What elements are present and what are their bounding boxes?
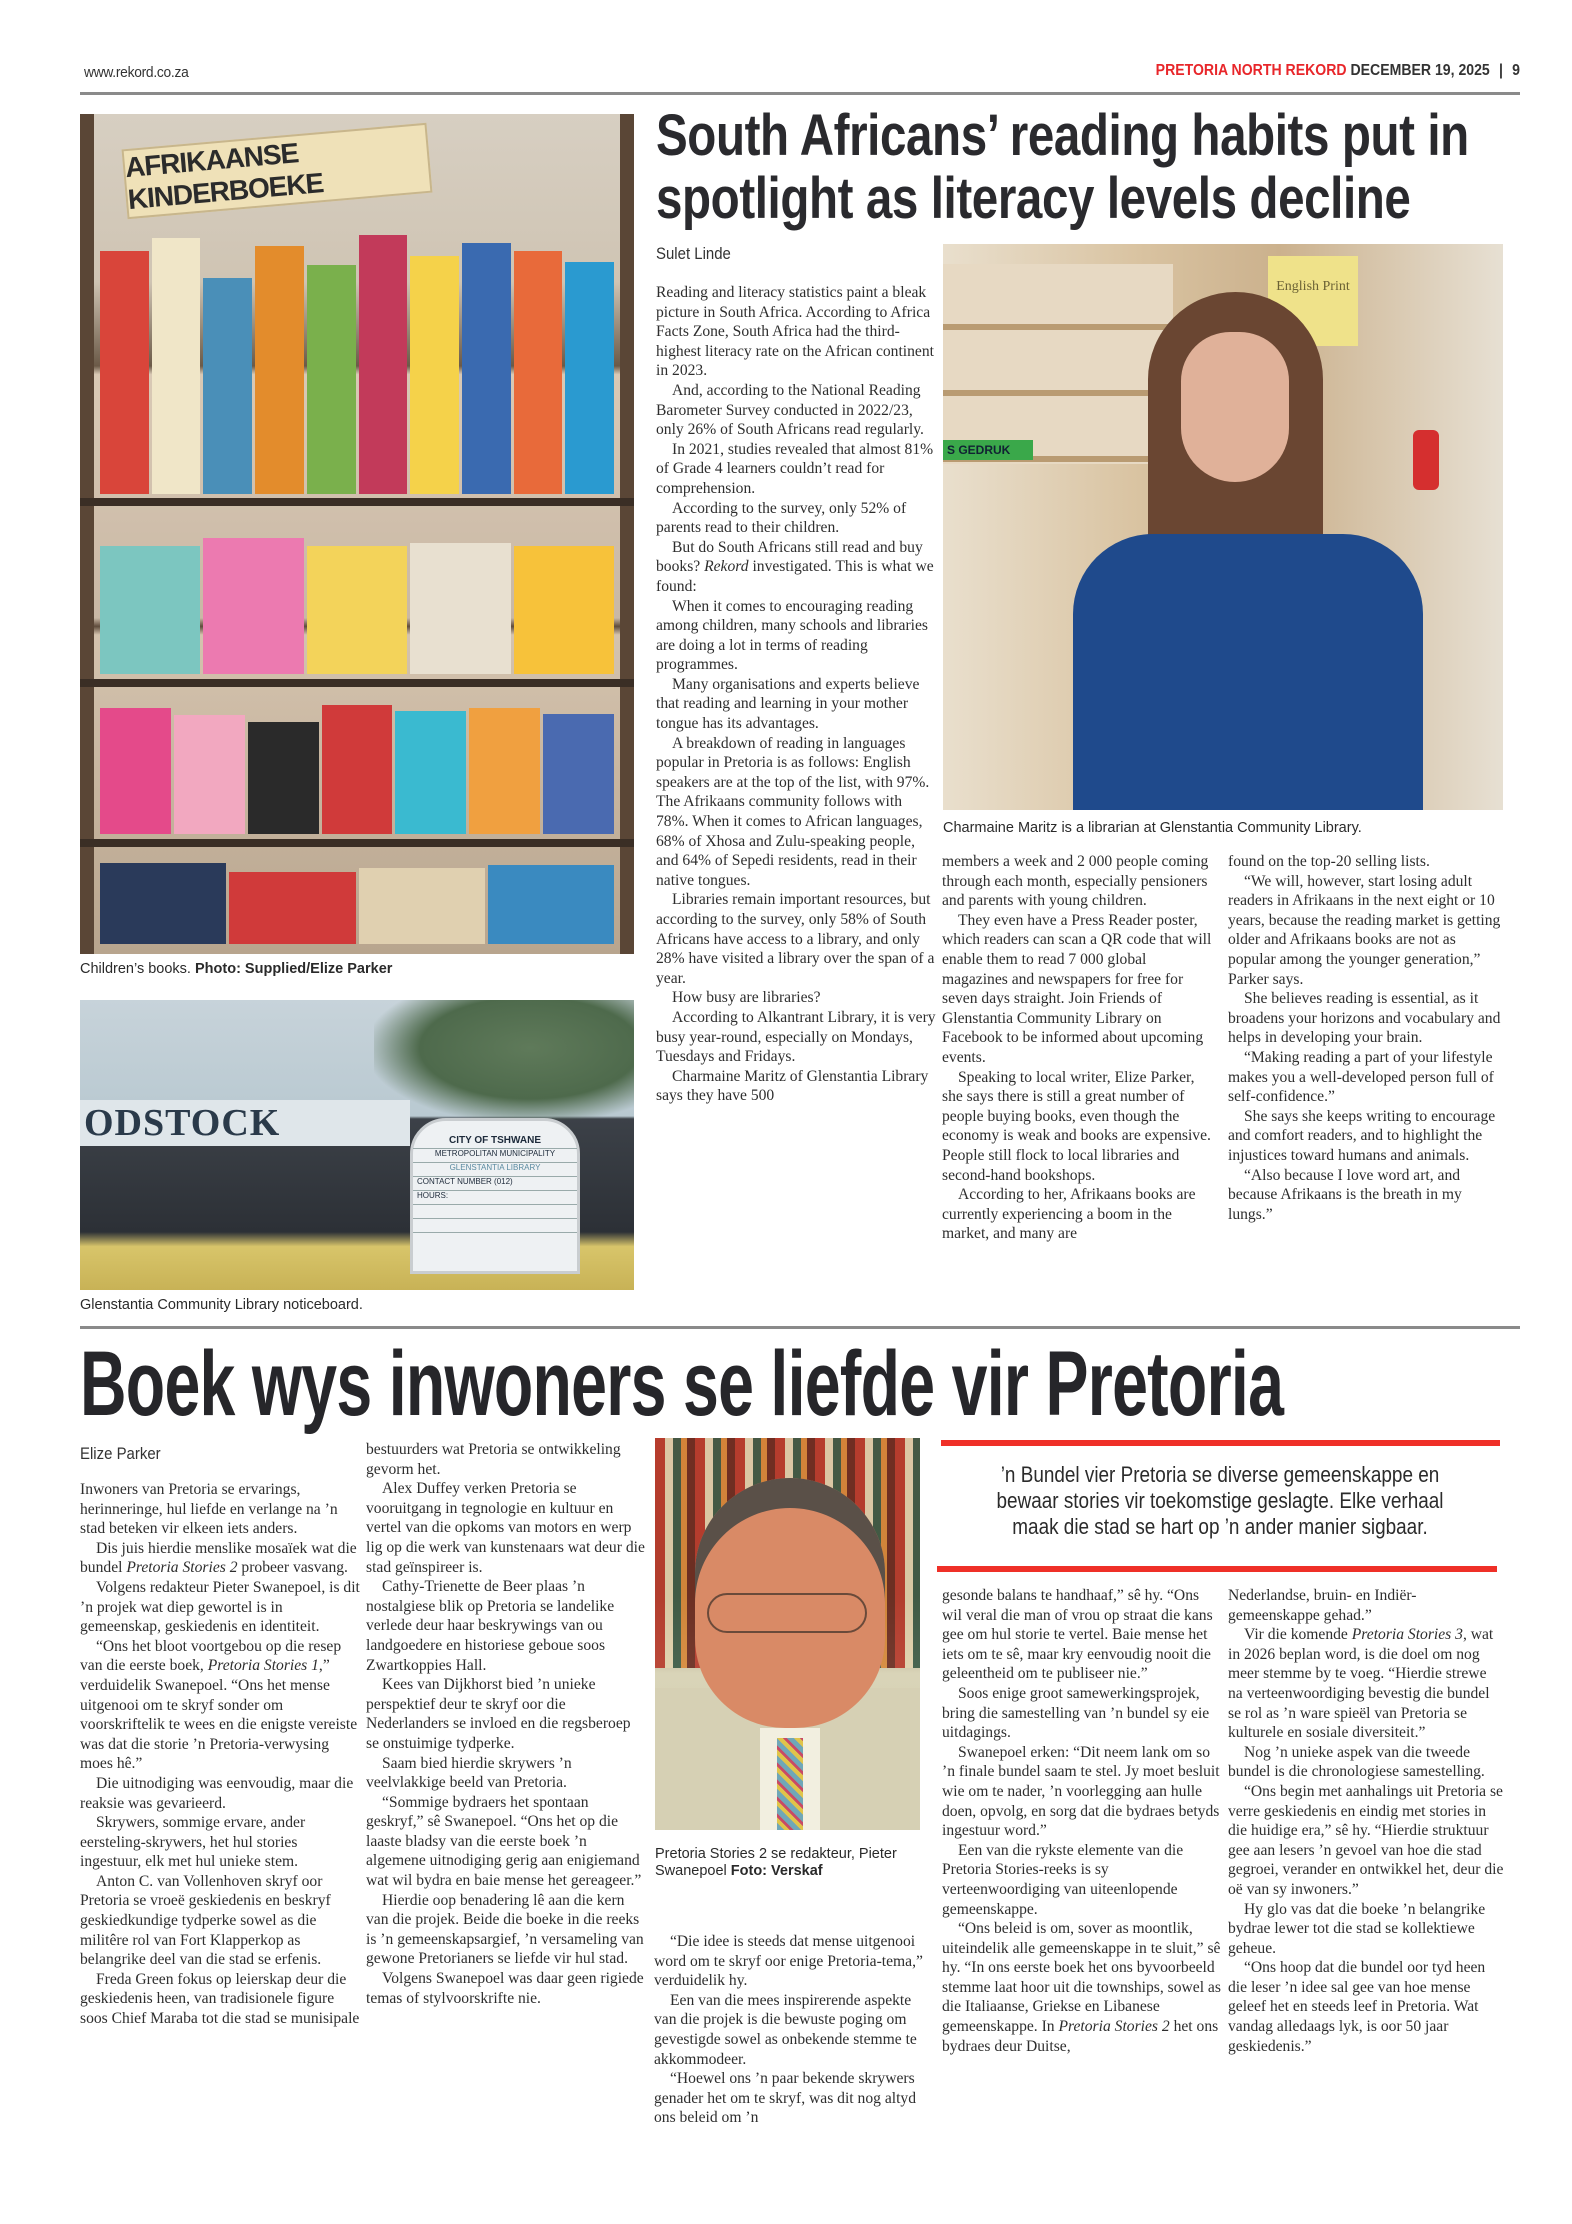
paragraph: members a week and 2 000 people coming through each month, especially pensioners and parents with young children. bbox=[942, 853, 1209, 910]
paragraph: “Also because I love word art, and because Afrikaans is the breath in my lungs.” bbox=[1228, 1166, 1462, 1223]
photo-credit: Foto: Verskaf bbox=[730, 1863, 823, 1879]
shelf bbox=[80, 839, 634, 847]
paragraph: Anton C. van Vollenhoven skryf oor Pretoria se vroeë geskiedenis en beskryf geskiedkundige tydperke sowel as die militêre rol van Fort Klapperkop as belangrike deel van die stad se erfenis. bbox=[80, 1872, 331, 1969]
paragraph bbox=[80, 1637, 362, 1774]
article2-column-1 bbox=[80, 1480, 362, 2029]
byline: Sulet Linde bbox=[656, 244, 731, 263]
site-url[interactable]: www.rekord.co.za bbox=[84, 64, 189, 81]
paragraph bbox=[1228, 1625, 1504, 1743]
store-sign: ODSTOCK bbox=[80, 1100, 410, 1146]
charmaine-maritz-photo bbox=[943, 244, 1503, 810]
fire-extinguisher bbox=[1413, 430, 1439, 490]
shelf bbox=[80, 679, 634, 687]
glasses bbox=[707, 1593, 867, 1633]
book-row bbox=[100, 224, 614, 494]
article1-column-1 bbox=[656, 283, 938, 1106]
paragraph: Een van die rykste elemente van die Pretoria Stories-reeks is sy verteenwoordiging van uiteenlopende gemeenskappe. bbox=[942, 1841, 1184, 1918]
tie bbox=[777, 1738, 803, 1830]
english-print-sign: English Print bbox=[1268, 256, 1358, 346]
masthead-info bbox=[1156, 62, 1520, 80]
article2-column-3 bbox=[654, 1932, 934, 2128]
board-line: METROPOLITAN MUNICIPALITY bbox=[413, 1149, 577, 1163]
face bbox=[1181, 332, 1289, 482]
caption-text: Pretoria Stories 2 se redakteur, Pieter Swanepoel bbox=[655, 1846, 897, 1879]
paragraph: How busy are libraries? bbox=[672, 989, 821, 1007]
text: Vir die komende bbox=[1244, 1626, 1352, 1644]
gedruk-sign: S GEDRUK bbox=[943, 440, 1033, 460]
photo-caption-books bbox=[80, 961, 392, 978]
paragraph: According to her, Afrikaans books are currently experiencing a boom in the market, and many are bbox=[942, 1186, 1196, 1243]
book-title: Pretoria Stories 1 bbox=[207, 1657, 319, 1675]
paragraph: “Die idee is steeds dat mense uitgenooi word om te skryf oor enige Pretoria-tema,” verduidelik hy. bbox=[654, 1933, 923, 1990]
pullquote-rule-top bbox=[941, 1440, 1500, 1446]
article2-column-5 bbox=[1228, 1586, 1504, 2056]
text: Dis juis hierdie menslike mosaïek wat die bundel bbox=[80, 1539, 357, 1577]
paragraph: Many organisations and experts believe that reading and learning in your mother tongue has its advantages. bbox=[656, 675, 920, 733]
paragraph: Skrywers, sommige ervare, ander eersteling-skrywers, het hul stories ingestuur, elk met hul unieke stem. bbox=[80, 1814, 306, 1871]
publication-name: PRETORIA NORTH REKORD bbox=[1155, 62, 1347, 79]
pullquote-rule-bottom bbox=[937, 1566, 1497, 1572]
paragraph bbox=[942, 1919, 1222, 2056]
paragraph: And, according to the National Reading Barometer Survey conducted in 2022/23, only 26% of South Africans read regularly. bbox=[656, 381, 924, 439]
shelf-frame bbox=[80, 114, 94, 954]
afrikaanse-kinderboeke-sign: AFRIKAANSE KINDERBOEKE bbox=[122, 123, 433, 219]
shelf bbox=[80, 498, 634, 506]
paragraph: Een van die mees inspirerende aspekte van die projek is die bewuste poging om gevestigde sowel as onbekende stemme te akkommodeer. bbox=[654, 1991, 917, 2068]
headline-pretoria-stories: Boek wys inwoners se liefde vir Pretoria bbox=[80, 1333, 1284, 1435]
paragraph: Freda Green fokus op leierskap deur die geskiedenis heen, van tradisionele figure soos Chief Maraba tot die stad se munisipale bbox=[80, 1970, 360, 2028]
paragraph: “We will, however, start losing adult readers in Afrikaans in the next eight or 10 years, because the reading market is getting older and Afrikaans books are not as popular among the younger generation,” Parker says. bbox=[1228, 872, 1501, 988]
text: ,” verduidelik Swanepoel. “Ons het mense uitgenooi om te skryf sonder om voorskriftelik te wees en die enigste vereiste was dat die storie ’n Pretoria-verwysing moes hê.” bbox=[80, 1657, 358, 1773]
top-divider bbox=[80, 92, 1520, 95]
pullquote: ’n Bundel vier Pretoria se diverse gemeenskappe en bewaar stories vir toekomstige geslagte. Elke verhaal maak die stad se hart op ’n ander manier sigbaar. bbox=[996, 1462, 1444, 1539]
book-title: Pretoria Stories 3 bbox=[1351, 1626, 1463, 1644]
board-line: HOURS: bbox=[413, 1191, 577, 1205]
board-line: CITY OF TSHWANE bbox=[413, 1135, 577, 1149]
paragraph: Volgens redakteur Pieter Swanepoel, is dit ’n projek wat diep gewortel is in gemeenskap, geskiedenis en identiteit. bbox=[80, 1578, 360, 1636]
paragraph: Inwoners van Pretoria se ervarings, herinneringe, hul liefde en verlange na ’n stad beteken vir elkeen iets anders. bbox=[80, 1481, 338, 1538]
paragraph: Nog ’n unieke aspek van die tweede bundel is die chronologiese samestelling. bbox=[1228, 1743, 1485, 1781]
text: But do South Africans still read and buy books? bbox=[656, 538, 923, 576]
headline-reading-habits: South Africans’ reading habits put in spotlight as literacy levels decline bbox=[656, 103, 1469, 231]
tree bbox=[374, 1000, 634, 1120]
article2-column-4 bbox=[942, 1586, 1222, 2056]
text: probeer vasvang. bbox=[237, 1559, 348, 1577]
shelf-frame bbox=[620, 114, 634, 954]
paragraph: “Hoewel ons ’n paar bekende skrywers genader het om te skryf, was dit nog altyd ons beleid om ’n bbox=[654, 2070, 916, 2127]
paragraph: According to Alkantrant Library, it is very busy year-round, especially on Mondays, Tuesdays and Fridays. bbox=[656, 1008, 936, 1066]
book-row bbox=[100, 854, 614, 944]
photo-credit: Photo: Supplied/Elize Parker bbox=[195, 961, 393, 977]
paragraph: Hierdie oop benadering lê aan die kern van die projek. Beide die boeke in die reeks is ’n gemeenskapsargief, ’n versameling van gewone Pretorianers se liefde vir hul stad. bbox=[366, 1891, 644, 1968]
paragraph: Die uitnodiging was eenvoudig, maar die reaksie was gevarieerd. bbox=[80, 1774, 354, 1812]
paragraph: Kees van Dijkhorst bied ’n unieke perspektief deur te skryf oor die Nederlanders se invloed en die regsberoep se onstuimige tydperke. bbox=[366, 1676, 631, 1752]
paragraph: “Ons hoop dat die bundel oor tyd heen die leser ’n idee sal gee van hoe mense geleef het en steeds leef in Pretoria. Wat vandag alledaags lyk, is oor 50 jaar geskiedenis.” bbox=[1228, 1959, 1486, 2055]
paragraph: gesonde balans te handhaaf,” sê hy. “Ons wil veral die man of vrou op straat die kans gee om hul storie te vertel. Baie mense het iets om te sê, maar kry eenvoudig nooit die geleentheid om te publiseer nie.” bbox=[942, 1587, 1213, 1683]
paragraph: Libraries remain important resources, but according to the survey, only 58% of South Africans have access to a library, and only 28% have visited a library over the span of a year. bbox=[656, 891, 935, 987]
paragraph: When it comes to encouraging reading among children, many schools and libraries are doing a lot in terms of reading programmes. bbox=[656, 597, 928, 674]
book-title: Pretoria Stories 2 bbox=[1058, 2018, 1170, 2036]
photo-caption-librarian: Charmaine Maritz is a librarian at Glenstantia Community Library. bbox=[943, 820, 1362, 836]
paragraph: She says she keeps writing to encourage and comfort readers, and to highlight the injustices toward humans and animals. bbox=[1228, 1107, 1496, 1164]
paragraph: Charmaine Maritz of Glenstantia Library says they have 500 bbox=[656, 1067, 929, 1105]
paragraph: According to the survey, only 52% of parents read to their children. bbox=[656, 499, 907, 537]
paragraph: She believes reading is essential, as it broadens your horizons and vocabulary and helps in developing your brain. bbox=[1228, 990, 1501, 1047]
paragraph: Alex Duffey verken Pretoria se vooruitgang in tegnologie en kultuur en vertel van die opkoms van motors en werp lig op die werk van kunstenaars wat deur die stad geïnspireer is. bbox=[366, 1480, 645, 1576]
article1-column-3 bbox=[1228, 852, 1504, 1224]
pieter-swanepoel-photo bbox=[655, 1438, 920, 1830]
noticeboard bbox=[410, 1118, 580, 1274]
text: “Ons het bloot voortgebou op die resep van die eerste boek, bbox=[80, 1637, 342, 1675]
paragraph: In 2021, studies revealed that almost 81% of Grade 4 learners couldn’t read for comprehension. bbox=[656, 440, 934, 497]
book-title: Pretoria Stories 2 bbox=[126, 1559, 238, 1577]
issue-date: DECEMBER 19, 2025 bbox=[1350, 62, 1490, 79]
paragraph: Volgens Swanepoel was daar geen rigiede temas of stylvoorskrifte nie. bbox=[366, 1970, 644, 2007]
photo-caption-library: Glenstantia Community Library noticeboard. bbox=[80, 1297, 363, 1313]
paragraph: Swanepoel erken: “Dit neem lank om so ’n finale bundel saam te stel. Jy moet besluit wie om te nader, ’n voorlegging aan hulle doen, opvolg, en sorg dat die bydraes betyds ingestuur word.” bbox=[942, 1743, 1220, 1840]
library-noticeboard-photo bbox=[80, 1000, 634, 1290]
byline: Elize Parker bbox=[80, 1444, 161, 1463]
board-line: CONTACT NUMBER (012) bbox=[413, 1177, 577, 1191]
section-divider bbox=[80, 1326, 1520, 1329]
paragraph: Speaking to local writer, Elize Parker, she says there is still a great number of people buying books, even though the economy is weak and books are expensive. People still flock to local libraries and second-hand bookshops. bbox=[942, 1068, 1211, 1184]
paragraph: “Sommige bydraers het spontaan geskryf,” sê Swanepoel. “Ons het op die laaste bladsy van die eerste boek ’n algemene uitnodiging gerig aan enigiemand wat wil bydra en baie mense het gereageer.” bbox=[366, 1793, 642, 1890]
paragraph: bestuurders wat Pretoria se ontwikkeling gevorm het. bbox=[366, 1441, 621, 1478]
paragraph bbox=[80, 1539, 362, 1578]
board-line: GLENSTANTIA LIBRARY bbox=[413, 1163, 577, 1177]
separator: | bbox=[1499, 62, 1503, 79]
bookshelves bbox=[943, 264, 1173, 464]
page-number: 9 bbox=[1512, 62, 1520, 79]
paragraph: A breakdown of reading in languages popular in Pretoria is as follows: English speakers are at the top of the list, with 97%. The Afrikaans community follows with 78%. When it comes to African languages, 68% of Xhosa and Zulu-speaking people, and 64% of Sepedi residents, read in their native tongues. bbox=[656, 734, 930, 889]
paragraph: “Ons begin met aanhalings uit Pretoria se verre geskiedenis en eindig met stories in die huidige era,” sê hy. “Hierdie struktuur gee aan lesers ’n gevoel van hoe die stad gegroei, verander en ontwikkel het, deur die oë van sy inwoners.” bbox=[1228, 1782, 1504, 1898]
childrens-books-photo bbox=[80, 114, 634, 954]
photo-caption-editor bbox=[655, 1846, 935, 1880]
paragraph: Nederlandse, bruin- en Indiër-gemeenskappe gehad.” bbox=[1228, 1587, 1417, 1624]
paragraph: Hy glo vas dat die boeke ’n belangrike bydrae lewer tot die stad se kollektiewe geheue. bbox=[1228, 1900, 1486, 1957]
paragraph: “Making reading a part of your lifestyle makes you a well-developed person full of self-confidence.” bbox=[1228, 1048, 1494, 1106]
paragraph: They even have a Press Reader poster, which readers can scan a QR code that will enable them to read 7 000 global magazines and newspapers for free for seven days straight. Join Friends of Glenstantia Community Library on Facebook to be informed about upcoming events. bbox=[942, 911, 1212, 1066]
book-row bbox=[100, 694, 614, 834]
caption-text: Children’s books. bbox=[80, 961, 191, 977]
text: het ons bydraes deur Duitse, bbox=[942, 2018, 1219, 2055]
paragraph: Soos enige groot samewerkingsprojek, bring die samestelling van ’n bundel sy eie uitdagings. bbox=[942, 1684, 1210, 1742]
paragraph: Cathy-Trienette de Beer plaas ’n nostalgiese blik op Pretoria se landelike verlede deur haar beskrywings van ou landgoedere en historiese geboue soos Zwartkoppies Hall. bbox=[366, 1578, 615, 1674]
paragraph: found on the top-20 selling lists. bbox=[1228, 853, 1430, 870]
article2-column-2 bbox=[366, 1440, 646, 2008]
paragraph: Saam bied hierdie skrywers ’n veelvlakkige beeld van Pretoria. bbox=[366, 1754, 572, 1792]
book-row bbox=[100, 514, 614, 674]
board-line bbox=[413, 1219, 577, 1233]
text: , wat in 2026 beplan word, is die doel om nog meer stemme by te voeg. “Hierdie strewe na verteenwoordiging bevestig die bundel se rol as ’n ware spieël van Pretoria se kulturele en sosiale diversiteit.” bbox=[1228, 1626, 1494, 1742]
publication-ref: Rekord bbox=[704, 558, 749, 576]
board-line bbox=[413, 1205, 577, 1219]
article1-column-2 bbox=[942, 852, 1214, 1244]
blue-dress bbox=[1073, 534, 1423, 810]
paragraph bbox=[656, 538, 938, 597]
text: “Ons beleid is om, sover as moontlik, uiteindelik alle gemeenskappe in te sluit,” sê hy. “In ons eerste boek het ons byvoorbeeld stemme laat hoor uit die townships, sowel as die Italiaanse, Griekse en Libanese gemeenskappe. In bbox=[942, 1920, 1221, 2036]
text: investigated. This is what we found: bbox=[656, 558, 934, 595]
paragraph: Reading and literacy statistics paint a bleak picture in South Africa. According to Africa Facts Zone, South Africa had the third-highest literacy rate on the African continent in 2023. bbox=[656, 284, 934, 380]
